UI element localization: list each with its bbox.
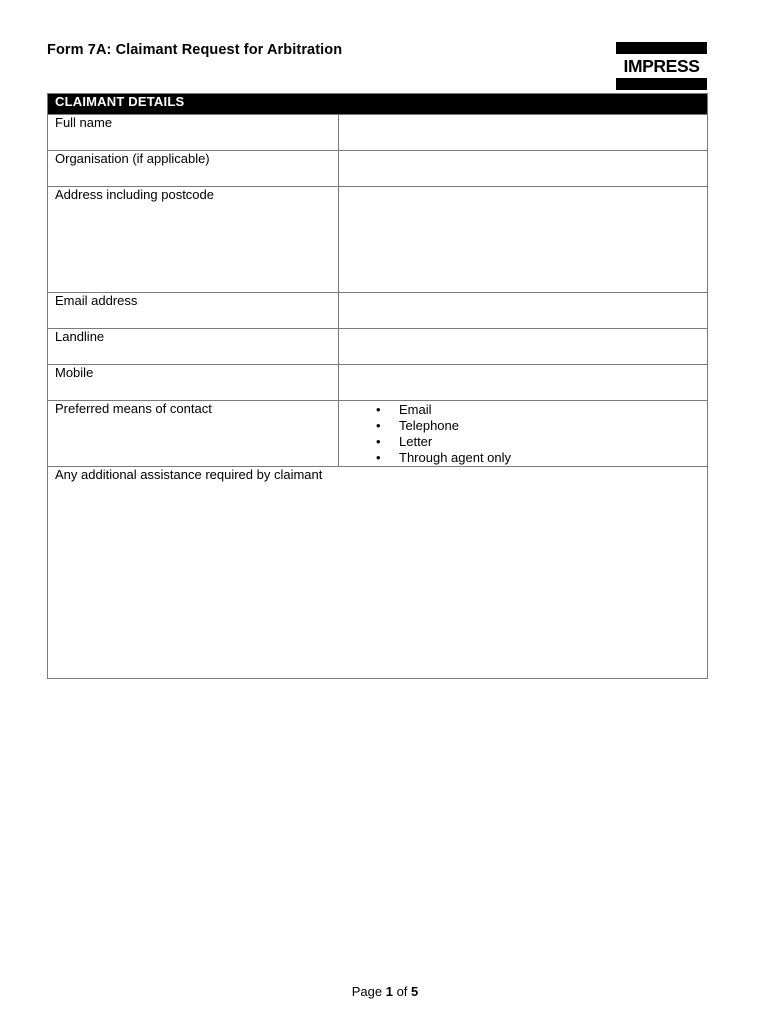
landline-field[interactable]	[339, 329, 708, 365]
impress-logo	[616, 42, 707, 90]
page-current: 1	[385, 984, 393, 999]
section-header: CLAIMANT DETAILS	[48, 94, 708, 115]
claimant-details-table	[47, 93, 708, 679]
preferred-contact-label: Preferred means of contact	[48, 401, 339, 467]
address-label: Address including postcode	[48, 187, 339, 293]
additional-assistance-label: Any additional assistance required by claimant	[55, 467, 323, 482]
mobile-label: Mobile	[48, 365, 339, 401]
contact-option-email[interactable]: • Email	[399, 402, 707, 418]
contact-option-telephone[interactable]: • Telephone	[399, 418, 707, 434]
preferred-contact-field[interactable]	[339, 401, 708, 467]
contact-option-letter[interactable]: • Letter	[399, 434, 707, 450]
organisation-label: Organisation (if applicable)	[48, 151, 339, 187]
page-of: of	[396, 984, 408, 999]
address-field[interactable]	[339, 187, 708, 293]
email-field[interactable]	[339, 293, 708, 329]
page-prefix: Page	[351, 984, 383, 999]
contact-option-agent[interactable]: • Through agent only	[399, 450, 707, 466]
page-total: 5	[411, 984, 419, 999]
mobile-field[interactable]	[339, 365, 708, 401]
contact-options-list	[346, 401, 707, 466]
logo-wordmark: IMPRESS	[623, 56, 700, 76]
full-name-label: Full name	[48, 115, 339, 151]
email-label: Email address	[48, 293, 339, 329]
logo-top-bar	[616, 42, 707, 54]
form-title: Form 7A: Claimant Request for Arbitration	[47, 42, 343, 58]
organisation-field[interactable]	[339, 151, 708, 187]
landline-label: Landline	[48, 329, 339, 365]
logo-bottom-bar	[616, 78, 707, 90]
page-footer	[0, 984, 770, 999]
additional-assistance-field[interactable]	[48, 467, 708, 679]
full-name-field[interactable]	[339, 115, 708, 151]
